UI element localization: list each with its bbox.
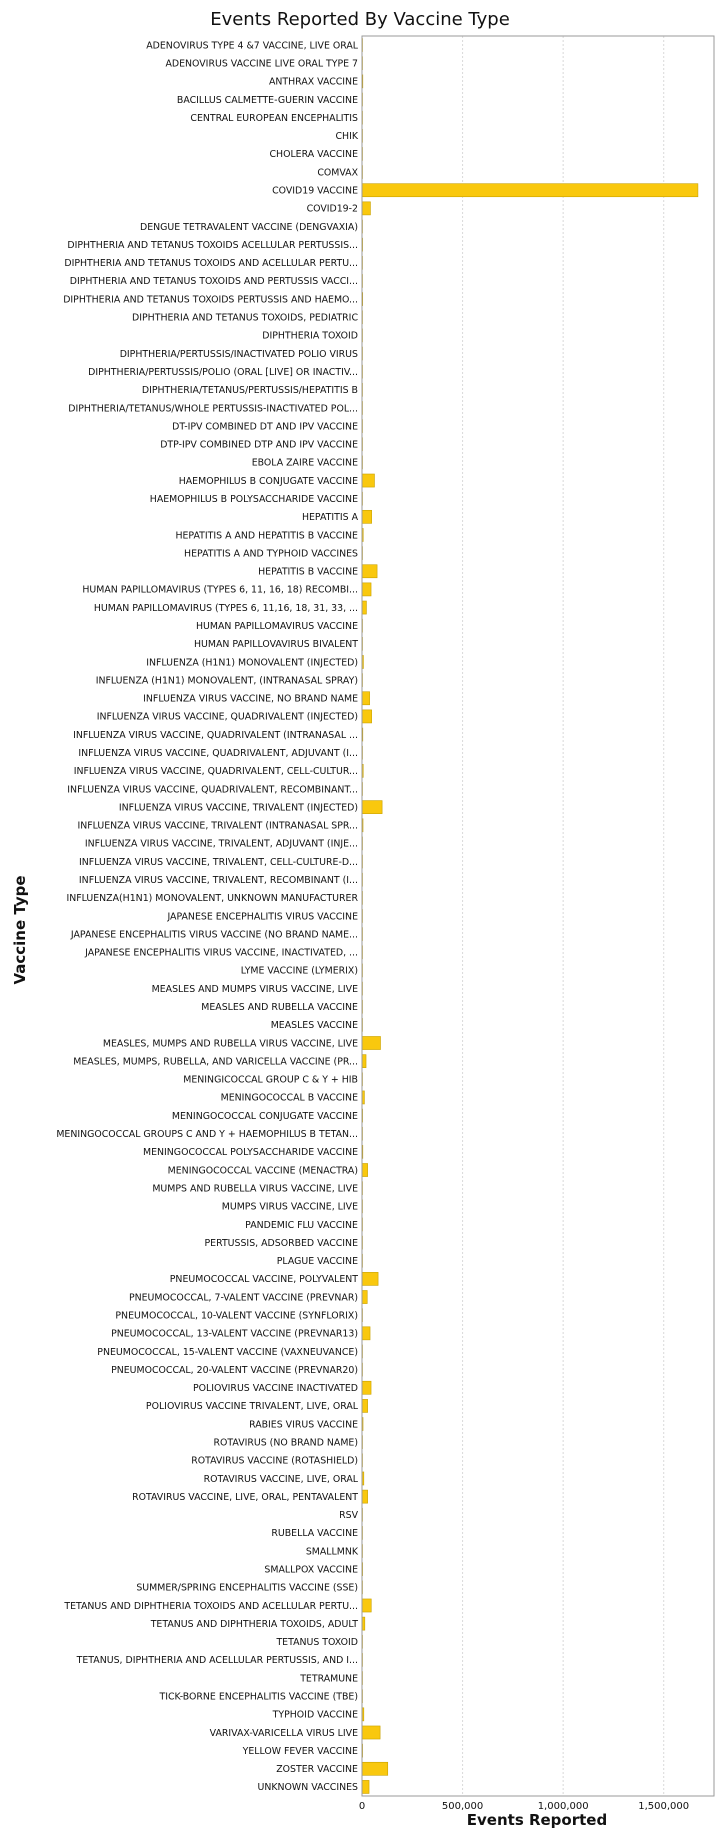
category-label: INFLUENZA VIRUS VACCINE, TRIVALENT, RECOMBINANT (I...: [78, 875, 358, 887]
bar: [362, 1327, 370, 1340]
category-label: DIPHTHERIA AND TETANUS TOXOIDS AND ACELLULAR PERTU...: [64, 258, 358, 270]
category-label: ANTHRAX VACCINE: [268, 76, 358, 88]
category-label: HAEMOPHILUS B CONJUGATE VACCINE: [178, 475, 358, 487]
bar: [362, 710, 372, 723]
category-label: DIPHTHERIA AND TETANUS TOXOIDS, PEDIATRIC: [132, 312, 358, 324]
category-label: CENTRAL EUROPEAN ENCEPHALITIS: [190, 112, 358, 124]
category-label: ROTAVIRUS VACCINE, LIVE, ORAL, PENTAVALENT: [132, 1491, 358, 1503]
category-label: BACILLUS CALMETTE-GUERIN VACCINE: [176, 94, 358, 106]
category-label: MENINGOCOCCAL GROUPS C AND Y + HAEMOPHILUS B TETAN...: [56, 1129, 358, 1141]
category-label: MEASLES, MUMPS, RUBELLA, AND VARICELLA VACCINE (PR...: [73, 1056, 358, 1068]
gridlines: [463, 36, 664, 1796]
category-label: DIPHTHERIA/TETANUS/PERTUSSIS/HEPATITIS B: [141, 385, 358, 397]
bar: [362, 801, 382, 814]
category-label: TETANUS AND DIPHTHERIA TOXOIDS, ADULT: [150, 1618, 358, 1630]
bar: [362, 1036, 381, 1049]
category-label: CHOLERA VACCINE: [269, 149, 358, 161]
category-label: MENINGOCOCCAL VACCINE (MENACTRA): [167, 1165, 358, 1177]
category-label: INFLUENZA (H1N1) MONOVALENT (INJECTED): [146, 657, 358, 669]
bar: [362, 1381, 371, 1394]
category-label: TETRAMUNE: [300, 1673, 358, 1685]
category-label: SUMMER/SPRING ENCEPHALITIS VACCINE (SSE): [136, 1582, 358, 1594]
category-label: MENINGOCOCCAL POLYSACCHARIDE VACCINE: [143, 1147, 358, 1159]
category-label: PERTUSSIS, ADSORBED VACCINE: [204, 1237, 358, 1249]
category-label: TETANUS, DIPHTHERIA AND ACELLULAR PERTUSSIS, AND I...: [76, 1655, 358, 1667]
category-label: UNKNOWN VACCINES: [257, 1782, 358, 1794]
category-label: DIPHTHERIA AND TETANUS TOXOIDS AND PERTUSSIS VACCI...: [69, 276, 358, 288]
category-label: INFLUENZA VIRUS VACCINE, QUADRIVALENT, RECOMBINANT...: [67, 784, 358, 796]
category-label: ADENOVIRUS TYPE 4 &7 VACCINE, LIVE ORAL: [146, 40, 358, 52]
category-label: JAPANESE ENCEPHALITIS VIRUS VACCINE: [167, 911, 358, 923]
category-label: ADENOVIRUS VACCINE LIVE ORAL TYPE 7: [165, 58, 358, 70]
category-label: INFLUENZA VIRUS VACCINE, QUADRIVALENT (INJECTED): [96, 711, 358, 723]
category-label: RSV: [339, 1510, 358, 1522]
bar: [362, 1272, 378, 1285]
category-label: PLAGUE VACCINE: [276, 1256, 358, 1268]
category-label: RUBELLA VACCINE: [271, 1528, 358, 1540]
category-label: TETANUS TOXOID: [276, 1637, 358, 1649]
category-label: COVID19-2: [306, 203, 358, 215]
category-label: POLIOVIRUS VACCINE TRIVALENT, LIVE, ORAL: [145, 1401, 358, 1413]
category-label: INFLUENZA VIRUS VACCINE, QUADRIVALENT, CELL-CULTUR...: [73, 766, 358, 778]
category-label: YELLOW FEVER VACCINE: [242, 1745, 358, 1757]
bar: [362, 474, 374, 487]
x-tick-label: 1,500,000: [638, 1801, 690, 1812]
plot-frame: [362, 36, 714, 1796]
category-label: MUMPS AND RUBELLA VIRUS VACCINE, LIVE: [152, 1183, 358, 1195]
category-label: INFLUENZA VIRUS VACCINE, NO BRAND NAME: [143, 693, 358, 705]
category-label: MEASLES AND RUBELLA VACCINE: [201, 1002, 358, 1014]
category-label: TYPHOID VACCINE: [272, 1709, 358, 1721]
category-label: INFLUENZA VIRUS VACCINE, TRIVALENT, CELL-CULTURE-D...: [79, 856, 358, 868]
category-label: ZOSTER VACCINE: [276, 1764, 358, 1776]
bar: [362, 1290, 367, 1303]
category-label: SMALLPOX VACCINE: [264, 1564, 358, 1576]
category-label: PNEUMOCOCCAL, 7-VALENT VACCINE (PREVNAR): [128, 1292, 358, 1304]
category-label: HAEMOPHILUS B POLYSACCHARIDE VACCINE: [149, 493, 358, 505]
category-label: DIPHTHERIA/TETANUS/WHOLE PERTUSSIS-INACTIVATED POL...: [68, 403, 358, 415]
bar: [362, 1490, 368, 1503]
bars: [362, 39, 698, 1794]
category-label: HUMAN PAPILLOMAVIRUS (TYPES 6, 11, 16, 18) RECOMBI...: [82, 584, 358, 596]
bar: [362, 1762, 388, 1775]
bar: [362, 510, 372, 523]
chart-title: Events Reported By Vaccine Type: [210, 9, 510, 30]
category-label: COMVAX: [317, 167, 358, 179]
bar: [362, 1726, 380, 1739]
category-label: SMALLMNK: [305, 1546, 358, 1558]
category-label: DTP-IPV COMBINED DTP AND IPV VACCINE: [160, 439, 358, 451]
category-label: INFLUENZA(H1N1) MONOVALENT, UNKNOWN MANUFACTURER: [66, 893, 358, 905]
category-label: INFLUENZA VIRUS VACCINE, QUADRIVALENT (INTRANASAL ...: [73, 729, 358, 741]
category-label: HUMAN PAPILLOMAVIRUS (TYPES 6, 11,16, 18, 31, 33, ...: [93, 602, 358, 614]
x-axis-title: Events Reported: [466, 1811, 608, 1829]
category-label: TETANUS AND DIPHTHERIA TOXOIDS AND ACELLULAR PERTU...: [64, 1600, 358, 1612]
bar: [362, 565, 377, 578]
category-label: INFLUENZA (H1N1) MONOVALENT, (INTRANASAL SPRAY): [95, 675, 358, 687]
bar: [362, 184, 698, 197]
category-label: HEPATITIS A AND TYPHOID VACCINES: [184, 548, 358, 560]
category-label: HUMAN PAPILLOVAVIRUS BIVALENT: [193, 639, 358, 651]
category-label: DENGUE TETRAVALENT VACCINE (DENGVAXIA): [140, 221, 358, 233]
category-label: HUMAN PAPILLOMAVIRUS VACCINE: [195, 620, 358, 632]
category-label: DIPHTHERIA/PERTUSSIS/INACTIVATED POLIO VIRUS: [119, 348, 358, 360]
bar: [362, 1780, 369, 1793]
category-label: INFLUENZA VIRUS VACCINE, TRIVALENT (INTRANASAL SPR...: [77, 820, 358, 832]
bar: [362, 1163, 368, 1176]
category-label: VARIVAX-VARICELLA VIRUS LIVE: [209, 1727, 358, 1739]
category-label: RABIES VIRUS VACCINE: [249, 1419, 358, 1431]
category-label: COVID19 VACCINE: [272, 185, 358, 197]
x-tick-label: 500,000: [441, 1801, 484, 1812]
category-label: TICK-BORNE ENCEPHALITIS VACCINE (TBE): [159, 1691, 358, 1703]
category-label: PNEUMOCOCCAL, 15-VALENT VACCINE (VAXNEUVANCE): [97, 1346, 358, 1358]
x-tick-label: 1,000,000: [537, 1801, 589, 1812]
category-label: MENINGOCOCCAL CONJUGATE VACCINE: [171, 1110, 358, 1122]
category-label: ROTAVIRUS (NO BRAND NAME): [213, 1437, 358, 1449]
y-axis-title: Vaccine Type: [11, 875, 29, 985]
category-label: INFLUENZA VIRUS VACCINE, QUADRIVALENT, ADJUVANT (I...: [78, 748, 358, 760]
bar: [362, 202, 370, 215]
category-label: MENINGOCOCCAL B VACCINE: [220, 1092, 358, 1104]
category-label: DIPHTHERIA AND TETANUS TOXOIDS ACELLULAR PERTUSSIS...: [67, 239, 358, 251]
bar: [362, 583, 371, 596]
category-label: PANDEMIC FLU VACCINE: [245, 1219, 358, 1231]
bar: [362, 1599, 371, 1612]
category-label: POLIOVIRUS VACCINE INACTIVATED: [193, 1383, 358, 1395]
category-label: PNEUMOCOCCAL, 10-VALENT VACCINE (SYNFLORIX): [115, 1310, 358, 1322]
category-label: HEPATITIS A: [301, 512, 358, 524]
category-label: EBOLA ZAIRE VACCINE: [251, 457, 358, 469]
x-tick-label: 0: [358, 1801, 366, 1812]
category-label: DIPHTHERIA AND TETANUS TOXOIDS PERTUSSIS AND HAEMO...: [63, 294, 358, 306]
category-label: DIPHTHERIA TOXOID: [262, 330, 358, 342]
category-label: HEPATITIS B VACCINE: [258, 566, 358, 578]
category-label: JAPANESE ENCEPHALITIS VIRUS VACCINE (NO BRAND NAME...: [70, 929, 358, 941]
category-label: INFLUENZA VIRUS VACCINE, TRIVALENT, ADJUVANT (INJE...: [84, 838, 358, 850]
category-label: JAPANESE ENCEPHALITIS VIRUS VACCINE, INACTIVATED, ...: [85, 947, 358, 959]
category-label: PNEUMOCOCCAL, 13-VALENT VACCINE (PREVNAR13): [111, 1328, 358, 1340]
bar: [362, 601, 366, 614]
category-label: MEASLES, MUMPS AND RUBELLA VIRUS VACCINE, LIVE: [102, 1038, 358, 1050]
category-label: HEPATITIS A AND HEPATITIS B VACCINE: [175, 530, 358, 542]
category-label: LYME VACCINE (LYMERIX): [240, 965, 358, 977]
category-label: MEASLES VACCINE: [270, 1020, 358, 1032]
bar: [362, 1055, 366, 1068]
category-label: DT-IPV COMBINED DT AND IPV VACCINE: [172, 421, 358, 433]
category-label: MENINGICOCCAL GROUP C & Y + HIB: [183, 1074, 358, 1086]
bar: [362, 692, 370, 705]
category-label: ROTAVIRUS VACCINE, LIVE, ORAL: [203, 1473, 358, 1485]
category-label: MEASLES AND MUMPS VIRUS VACCINE, LIVE: [151, 983, 358, 995]
category-label: MUMPS VIRUS VACCINE, LIVE: [221, 1201, 358, 1213]
category-label: PNEUMOCOCCAL VACCINE, POLYVALENT: [169, 1274, 358, 1286]
bar: [362, 1399, 368, 1412]
category-labels: [56, 40, 359, 1793]
category-label: PNEUMOCOCCAL, 20-VALENT VACCINE (PREVNAR20): [111, 1364, 358, 1376]
category-label: CHIK: [335, 131, 358, 143]
category-label: DIPHTHERIA/PERTUSSIS/POLIO (ORAL [LIVE] OR INACTIV...: [88, 366, 358, 378]
category-label: ROTAVIRUS VACCINE (ROTASHIELD): [191, 1455, 358, 1467]
category-label: INFLUENZA VIRUS VACCINE, TRIVALENT (INJECTED): [118, 802, 358, 814]
